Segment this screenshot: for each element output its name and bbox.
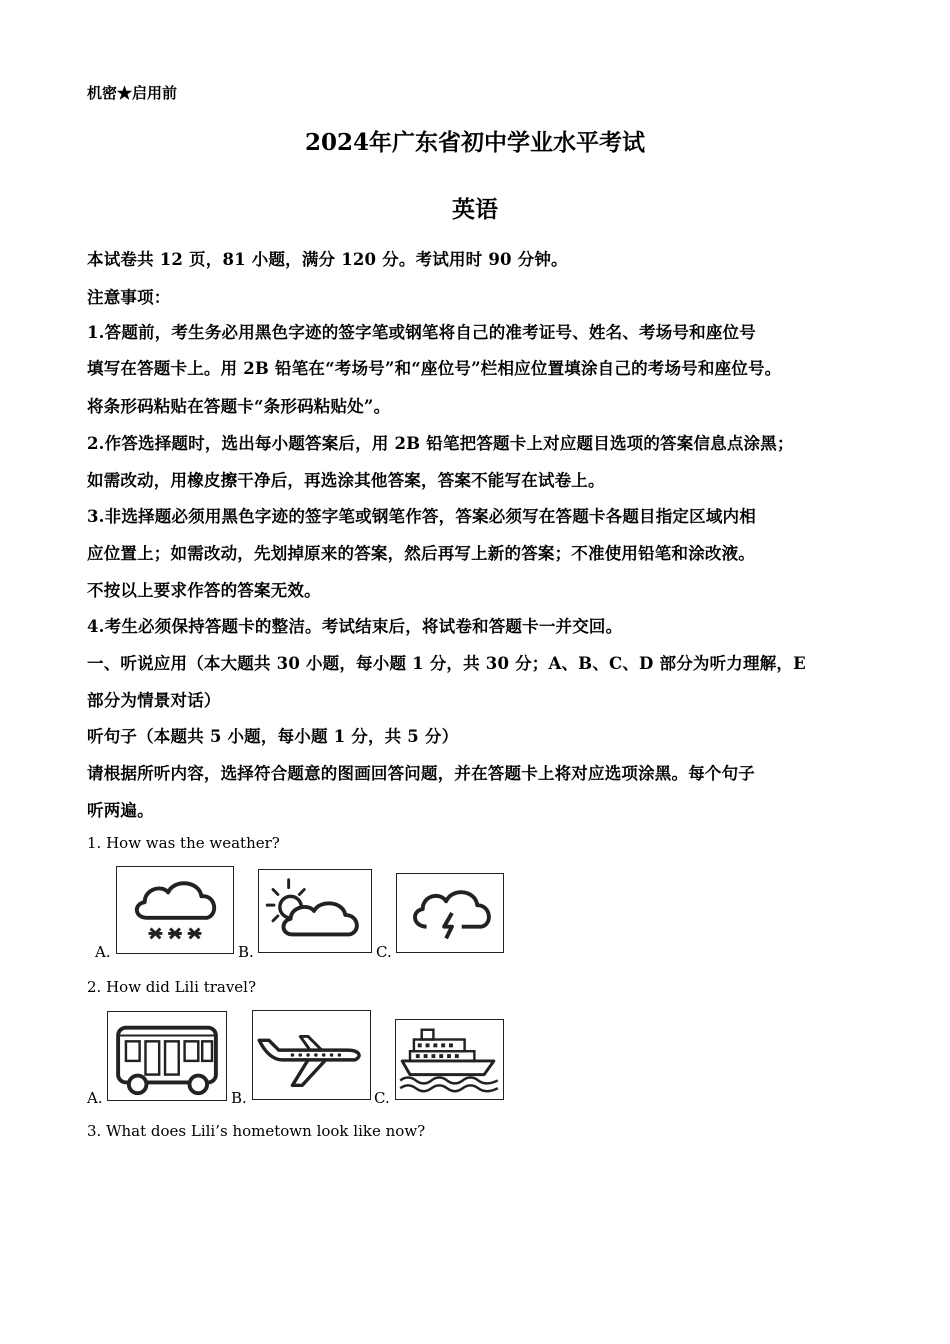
option-label-b: B. [238, 943, 254, 961]
instruction-line: 请根据所听内容，选择符合题意的图画回答问题，并在答题卡上将对应选项涂黑。每个句子 [87, 764, 755, 783]
note-line: 4.考生必须保持答题卡的整洁。考试结束后，将试卷和答题卡一并交回。 [87, 617, 623, 636]
note-line: 2.作答选择题时，选出每小题答案后，用 2B 铅笔把答题卡上对应题目选项的答案信息点涂黑； [87, 434, 794, 453]
section-heading: 一、听说应用（本大题共 30 小题，每小题 1 分，共 30 分；A、B、C、D 部分为听力理解，E [87, 654, 806, 673]
instruction-line: 听两遍。 [87, 801, 154, 820]
sun-cloud-icon[interactable] [258, 869, 372, 953]
note-line: 填写在答题卡上。用 2B 铅笔在“考场号”和“座位号”栏相应位置填涂自己的考场号和座位号。 [87, 359, 782, 378]
question-3: 3. What does Lili’s hometown look like now? [87, 1122, 426, 1140]
airplane-icon[interactable] [252, 1010, 371, 1100]
ship-icon[interactable] [395, 1019, 504, 1100]
subject-title: 英语 [452, 196, 498, 223]
note-line: 3.非选择题必须用黑色字迹的签字笔或钢笔作答，答案必须写在答题卡各题目指定区域内相 [87, 507, 756, 526]
snow-cloud-icon[interactable] [116, 866, 234, 954]
note-line: 将条形码粘贴在答题卡“条形码粘贴处”。 [87, 397, 391, 416]
confidential-mark: 机密★启用前 [87, 84, 178, 102]
option-label-b: B. [231, 1089, 247, 1107]
part-title: 听句子（本题共 5 小题，每小题 1 分，共 5 分） [87, 727, 459, 746]
note-line: 应位置上；如需改动，先划掉原来的答案，然后再写上新的答案；不准使用铅笔和涂改液。 [87, 544, 755, 563]
option-label-c: C. [376, 943, 392, 961]
option-label-a: A. [95, 943, 111, 961]
note-line: 1.答题前，考生务必用黑色字迹的签字笔或钢笔将自己的准考证号、姓名、考场号和座位号 [87, 323, 756, 342]
section-heading-cont: 部分为情景对话） [87, 691, 221, 710]
exam-title: 2024年广东省初中学业水平考试 [304, 129, 645, 156]
option-label-a: A. [87, 1089, 103, 1107]
question-1: 1. How was the weather? [87, 834, 280, 852]
note-line: 如需改动，用橡皮擦干净后，再选涂其他答案，答案不能写在试卷上。 [87, 471, 605, 490]
note-line: 不按以上要求作答的答案无效。 [87, 581, 321, 600]
bus-icon[interactable] [107, 1011, 227, 1101]
option-label-c: C. [374, 1089, 390, 1107]
exam-summary: 本试卷共 12 页，81 小题，满分 120 分。考试用时 90 分钟。 [87, 250, 568, 269]
thunder-cloud-icon[interactable] [396, 873, 504, 953]
notice-heading: 注意事项： [87, 288, 171, 307]
question-2: 2. How did Lili travel? [87, 978, 257, 996]
